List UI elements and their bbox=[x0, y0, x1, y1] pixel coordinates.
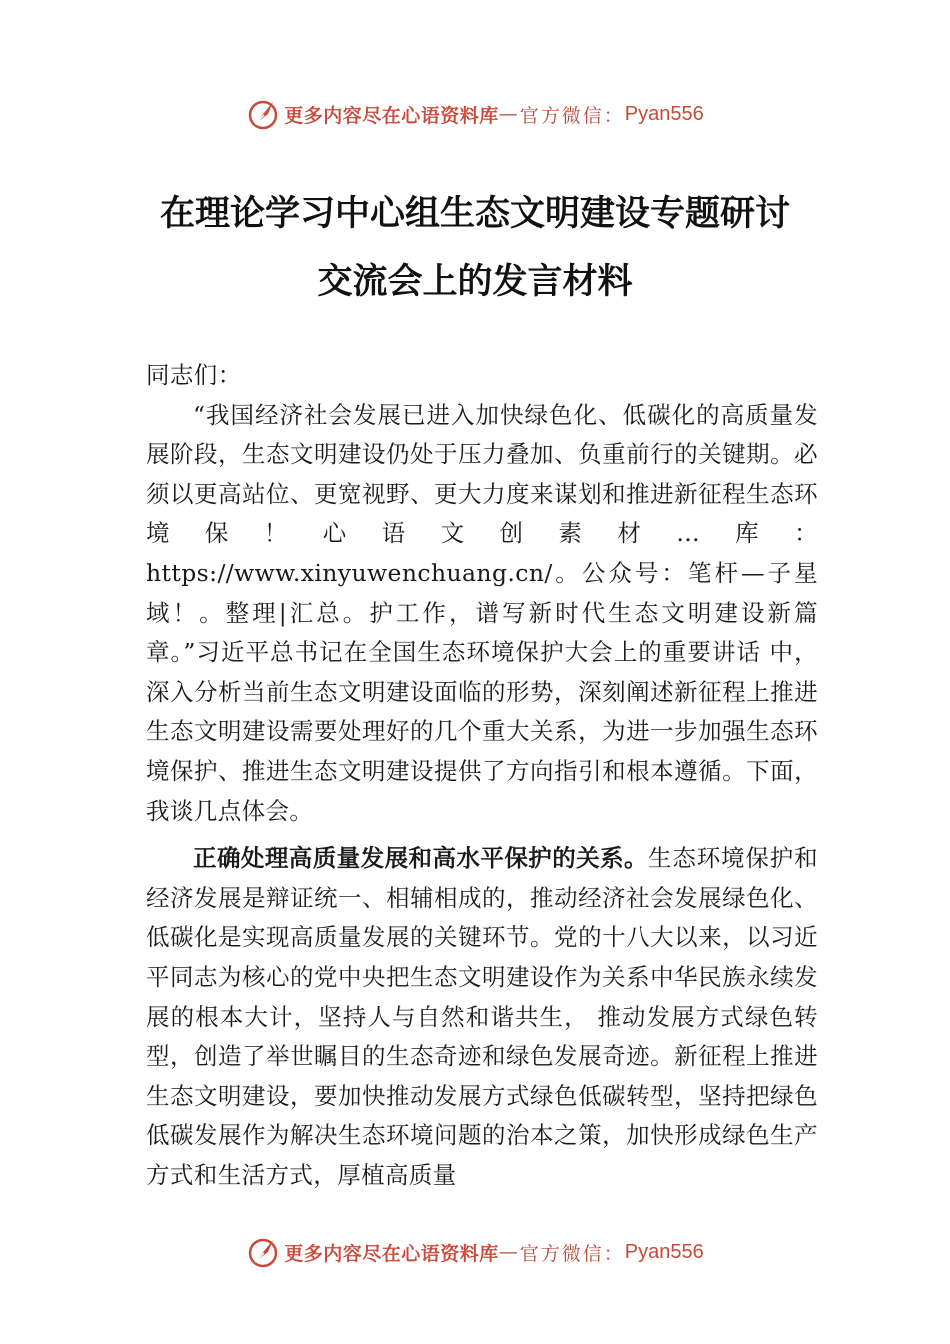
title-line-2: 交流会上的发言材料 bbox=[317, 261, 633, 302]
document-title bbox=[0, 180, 950, 316]
paragraph-2 bbox=[146, 839, 818, 1195]
banner-dash: — bbox=[498, 103, 520, 125]
salutation: 同志们： bbox=[146, 361, 242, 389]
banner-main-text: 更多内容尽在心语资料库 bbox=[284, 1242, 499, 1265]
paragraph-2-body: 生态环境保护和经济发展是辩证统一、相辅相成的，推动经济社会发展绿色化、低碳化是实现高质量发展的关键环节。党的十八大以来，以习近平同志为核心的党中央把生态文明建设作为关系中华民族永续发展的根本大计，坚持人与自然和谐共生， 推动发展方式绿色转型，创造了举世瞩目的生态奇迹和绿色发展奇迹。新征程上推进生态文明建设，要加快推动发展方式绿色低碳转型，坚持把绿色低碳发展作为解决生态环境问题的治本之策，加快形成绿色生产方式和生活方式，厚植高质量 bbox=[146, 844, 819, 1189]
document-body bbox=[146, 356, 818, 1195]
banner-wechat-id: Pyan556 bbox=[624, 1240, 704, 1263]
header-banner bbox=[0, 94, 950, 134]
quill-logo-icon bbox=[246, 97, 280, 131]
banner-wechat-id: Pyan556 bbox=[624, 102, 704, 125]
quill-logo-icon bbox=[246, 1235, 280, 1269]
banner-dash: — bbox=[498, 1241, 520, 1263]
title-line-1: 在理论学习中心组生态文明建设专题研讨 bbox=[159, 193, 790, 234]
banner-main-text: 更多内容尽在心语资料库 bbox=[284, 104, 499, 127]
banner-label: 官方微信： bbox=[519, 1242, 625, 1265]
footer-banner bbox=[0, 1232, 950, 1272]
paragraph-1: “我国经济社会发展已进入加快绿色化、低碳化的高质量发展阶段，生态文明建设仍处于压力叠加、负重前行的关键期。必须以更高站位、更宽视野、更大力度来谋划和推进新征程生态环境保！心语文创素材…库：https://www.xinyuwenchuang.cn/。公众号：笔杆—子星域！。整理|汇总。护工作，谱写新时代生态文明建设新篇 章。”习近平总书记在全国生态环境保护大会上的重要讲话 中，深入分析当前生态文明建设面临的形势，深刻阐述新征程上推进生态文明建设需要处理好的几个重大关系，为进一步加强生态环境保护、推进生态文明建设提供了方向指引和根本遵循。下面，我谈几点体会。 bbox=[146, 400, 818, 825]
banner-label: 官方微信： bbox=[519, 104, 625, 127]
paragraph-2-lead: 正确处理高质量发展和高水平保护的关系。 bbox=[193, 844, 649, 873]
